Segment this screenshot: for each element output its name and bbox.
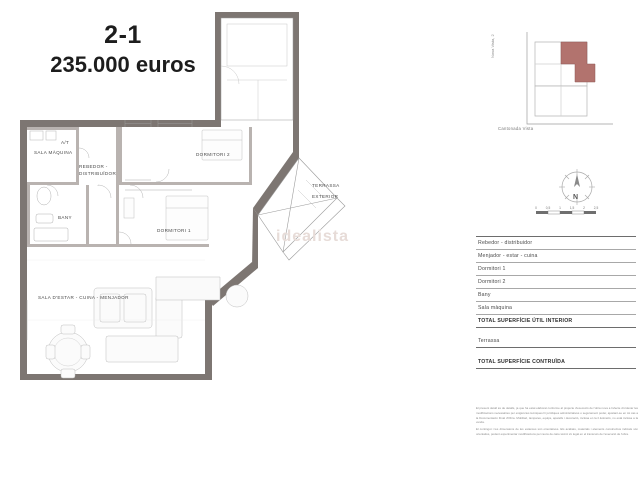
room-name: Dormitori 2 (478, 279, 506, 285)
exterior-name: Terrassa (478, 338, 500, 344)
upper-room (221, 18, 293, 120)
svg-text:1,5: 1,5 (569, 206, 575, 210)
room-label: DORMITORI 2 (196, 152, 230, 157)
room-label: EXTERIOR (312, 194, 339, 199)
key-map (475, 24, 635, 134)
bedroom1-furniture (124, 196, 208, 240)
scale-bar (532, 205, 622, 221)
room-label: REBEDOR - (79, 164, 108, 169)
room-label: TERRASSA (312, 183, 340, 188)
table-row-exterior (476, 335, 636, 348)
living-room-furniture (46, 277, 248, 378)
areas-table (476, 236, 636, 369)
table-row (476, 263, 636, 276)
total-built-label: TOTAL SUPERFÍCIE CONTRUÏDA (478, 358, 566, 365)
table-row (476, 289, 636, 302)
svg-text:0,5: 0,5 (545, 206, 551, 210)
legal-paragraph-2: El contingut i les dimensions de les estances són orientatives. Els acabats, materials i elements constructius indicats són orientatius, podent experimentar modificacions per raons de caire tècnic i/o legal en el transcurs de l'execució de l'obra. (476, 427, 638, 436)
room-name: Sala màquina (478, 305, 513, 311)
room-label: DORMITORI 1 (157, 228, 191, 233)
right-panel (470, 0, 640, 480)
svg-text:1: 1 (559, 206, 561, 210)
total-interior-label: TOTAL SUPERFÍCIE ÚTIL INTERIOR (478, 318, 573, 324)
table-row (476, 276, 636, 289)
compass-north-label: N (573, 194, 579, 201)
unit-code: 2-1 (104, 21, 142, 49)
room-label: BANY (58, 215, 72, 220)
table-row-total-built (476, 355, 636, 368)
legal-paragraph-1: El present detall és de detalls, ja que ha estat elaborat conforme al projecte d'execució de l'obra nova a l'efecte d'ordenar les modificacions necessàries per exigències tècniques hi jurídiques administratives o segurament poder, ajustant-se en tot cas a la Documentació Final d'Obra. Mobiliari, lampares, equips, aparells i decoració, inclosa en la il·lustració, no està inclosa a la venda. (476, 406, 638, 425)
room-name: Menjador - estar - cuina (478, 253, 538, 259)
bathroom-fixtures (34, 187, 68, 241)
room-label: A/T (61, 140, 70, 145)
table-spacer (476, 348, 636, 355)
unit-price: 235.000 euros (50, 51, 196, 77)
floor-plan-drawing (6, 0, 466, 480)
compass-icon (556, 166, 598, 208)
legal-disclaimer (476, 406, 638, 439)
room-label: SALA D'ESTAR - CUINA - MENJADOR (38, 295, 129, 300)
room-name: Bany (478, 292, 491, 298)
table-row-total-interior (476, 315, 636, 328)
table-row (476, 250, 636, 263)
room-name: Rebedor - distribuidor (478, 240, 533, 246)
room-label: SALA MÀQUINA (34, 150, 73, 155)
watermark: idealista (276, 228, 350, 245)
key-map-side-label: Nova Vista, 2 (490, 34, 495, 58)
table-spacer (476, 328, 636, 335)
room-label: DISTRIBUÏDOR (79, 171, 117, 176)
svg-text:2,5: 2,5 (593, 206, 599, 210)
svg-text:2: 2 (583, 206, 585, 210)
machine-room-equipment (30, 131, 56, 140)
terrace-outline (258, 158, 345, 260)
room-name: Dormitori 1 (478, 266, 506, 272)
svg-text:0: 0 (535, 206, 537, 210)
floor-plan (6, 0, 466, 480)
table-row (476, 302, 636, 315)
key-map-caption: Cantonada Vista (498, 126, 534, 131)
table-row (476, 237, 636, 250)
